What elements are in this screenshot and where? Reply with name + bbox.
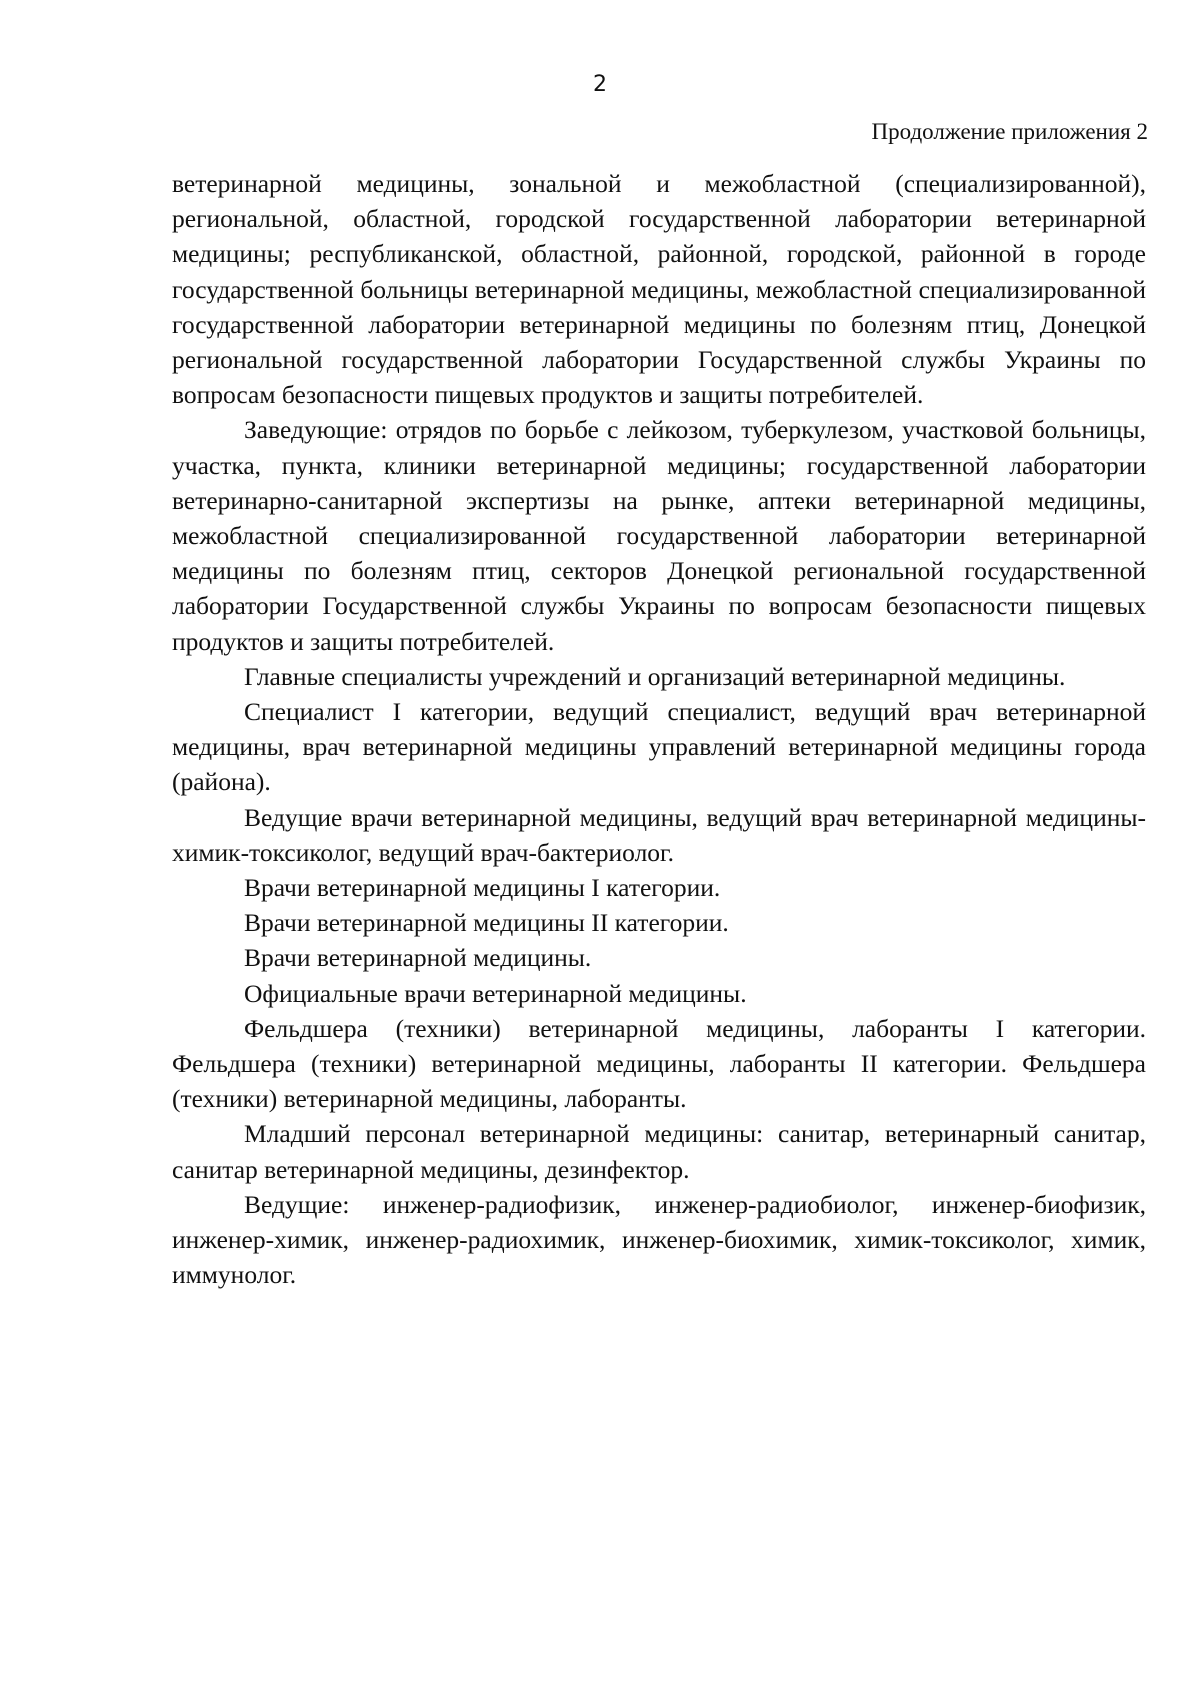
paragraph-official-doctors: Официальные врачи ветеринарной медицины. [244, 978, 747, 1008]
page-number: 2 [593, 72, 607, 97]
appendix-label: Продолжение приложения 2 [871, 119, 1148, 144]
paragraph-paramedics: Фельдшера (техники) ветеринарной медицины, лаборанты I категории. Фельдшера (техники) ветеринарной медицины, лаборанты II категории. Фельдшера (техники) ветеринарной медицины, лаборанты. [172, 1013, 1146, 1114]
paragraph-chief-specialists: Главные специалисты учреждений и организаций ветеринарной медицины. [244, 661, 1066, 691]
paragraph-specialist-first-category: Специалист I категории, ведущий специалист, ведущий врач ветеринарной медицины, врач ветеринарной медицины управлений ветеринарной медицины города (района). [172, 697, 1146, 797]
paragraph-leading-engineers: Ведущие: инженер-радиофизик, инженер-радиобиолог, инженер-биофизик, инженер-химик, инженер-радиохимик, инженер-биохимик, химик-токсиколог, химик, иммунолог. [172, 1189, 1146, 1290]
paragraph-doctors: Врачи ветеринарной медицины. [244, 943, 592, 973]
paragraph-leading-doctors: Ведущие врачи ветеринарной медицины, ведущий врач ветеринарной медицины-химик-токсиколог, ведущий врач-бактериолог. [172, 802, 1146, 867]
paragraph-continuation: ветеринарной медицины, зональной и межобластной (специализированной), региональной, областной, городской государственной лаборатории ветеринарной медицины; республиканской, областной, районной, городской, районной в городе государственной больницы ветеринарной медицины, межобластной специализированной государственной лаборатории ветеринарной медицины по болезням птиц, Донецкой региональной государственной лаборатории Государственной службы Украины по вопросам безопасности пищевых продуктов и защиты потребителей. [172, 169, 1146, 410]
paragraph-doctors-first-category: Врачи ветеринарной медицины I категории. [244, 873, 721, 903]
document-body [172, 166, 1146, 1293]
paragraph-doctors-second-category: Врачи ветеринарной медицины II категории. [244, 908, 729, 938]
paragraph-heads: Заведующие: отрядов по борьбе с лейкозом, туберкулезом, участковой больницы, участка, пункта, клиники ветеринарной медицины; государственной лаборатории ветеринарно-санитарной экспертизы на рынке, аптеки ветеринарной медицины, межобластной специализированной государственной лаборатории ветеринарной медицины по болезням птиц, секторов Донецкой региональной государственной лаборатории Государственной службы Украины по вопросам безопасности пищевых продуктов и защиты потребителей. [172, 415, 1146, 656]
paragraph-junior-staff: Младший персонал ветеринарной медицины: санитар, ветеринарный санитар, санитар ветеринарной медицины, дезинфектор. [172, 1119, 1146, 1184]
